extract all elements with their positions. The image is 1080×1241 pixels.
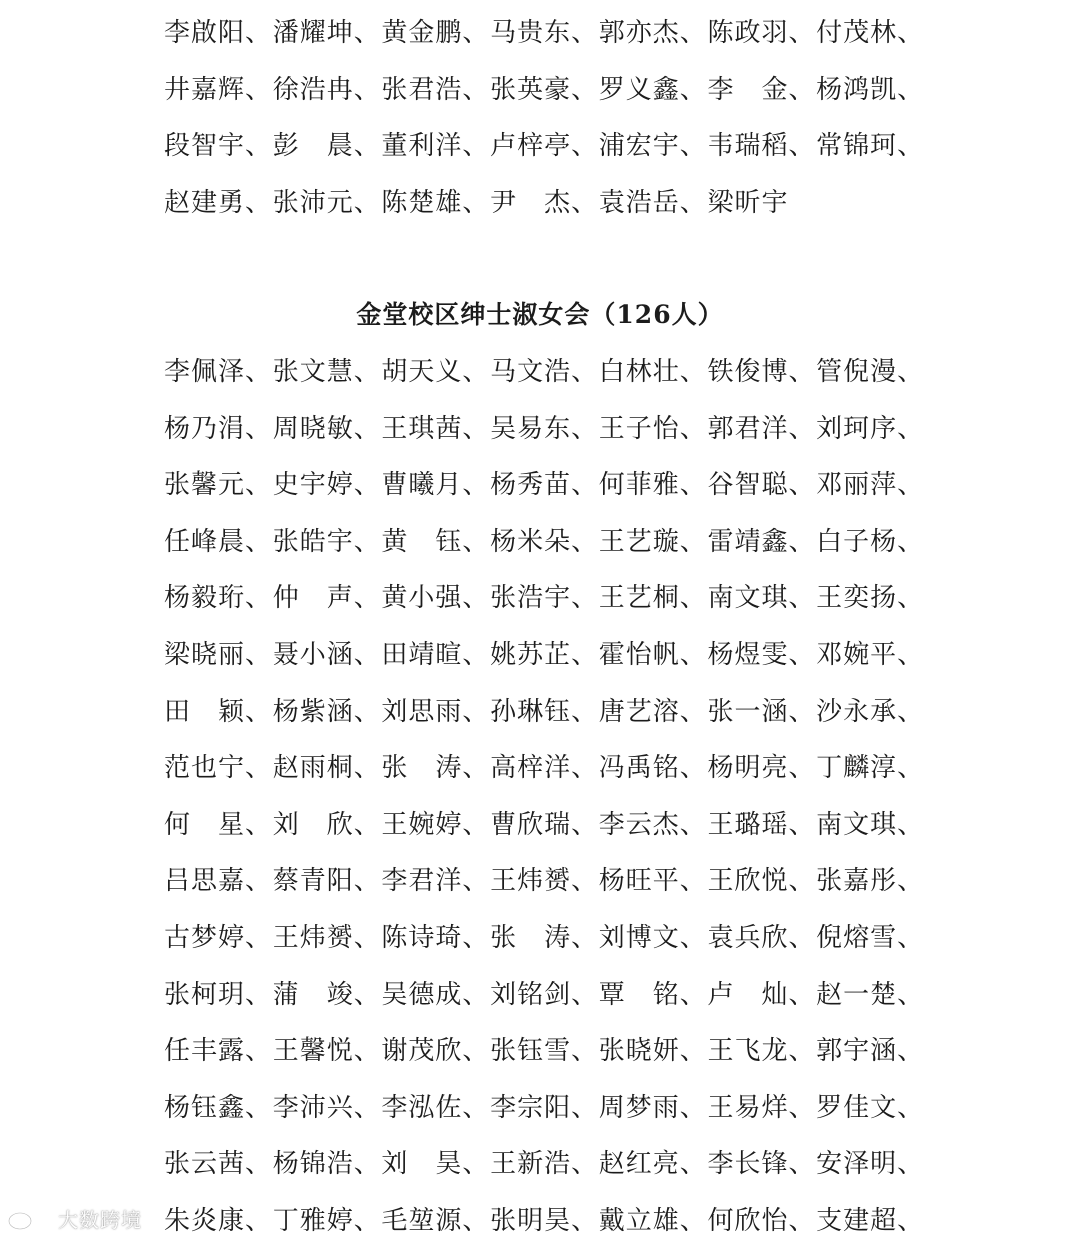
name-entry: 黄金鹏、 — [381, 18, 490, 48]
name-entry: 赵红亮、 — [598, 1149, 707, 1180]
name-entry: 李泓佐、 — [381, 1092, 490, 1123]
name-entry: 郭宇涵、 — [816, 1036, 925, 1067]
name-row — [164, 1031, 925, 1071]
name-row — [164, 975, 925, 1015]
name-entry: 张英豪、 — [490, 74, 599, 105]
name-entry: 高梓洋、 — [490, 753, 599, 784]
name-entry: 杨旺平、 — [598, 866, 707, 897]
name-entry: 韦瑞稻、 — [707, 131, 816, 161]
name-entry: 唐艺溶、 — [598, 696, 707, 727]
name-entry: 杨明亮、 — [707, 753, 816, 784]
name-entry: 曹欣瑞、 — [490, 809, 599, 840]
name-entry: 卢梓亭、 — [490, 131, 599, 161]
name-entry: 沙永承、 — [816, 696, 925, 727]
name-entry: 丁雅婷、 — [272, 1206, 381, 1236]
name-entry: 刘铭剑、 — [490, 979, 599, 1010]
name-row — [164, 465, 925, 505]
name-row — [164, 748, 925, 788]
name-entry: 袁浩岳、 — [598, 187, 707, 218]
name-entry: 徐浩冉、 — [272, 74, 381, 105]
name-entry: 倪熔雪、 — [816, 923, 925, 953]
name-entry: 王炜赟、 — [272, 923, 381, 953]
name-entry: 王飞龙、 — [707, 1036, 816, 1067]
name-entry: 姚苏芷、 — [490, 640, 599, 670]
name-entry: 吴德成、 — [381, 979, 490, 1010]
name-entry: 田 颖、 — [164, 696, 273, 727]
name-entry: 张君浩、 — [381, 74, 490, 105]
name-entry: 杨米朵、 — [490, 526, 599, 557]
name-entry: 杨鸿凯、 — [816, 74, 925, 105]
name-row — [164, 126, 925, 166]
name-entry: 雷靖鑫、 — [707, 526, 816, 557]
name-entry: 刘 昊、 — [381, 1149, 490, 1180]
name-entry: 梁昕宇 — [707, 187, 789, 218]
name-entry: 王琪茜、 — [381, 413, 490, 444]
name-entry: 王奕扬、 — [816, 583, 925, 614]
name-entry: 曹曦月、 — [381, 470, 490, 501]
name-entry: 张浩宇、 — [490, 583, 599, 614]
name-entry: 张晓妍、 — [598, 1036, 707, 1067]
name-entry: 张沛元、 — [272, 187, 381, 218]
name-row — [164, 70, 925, 110]
name-entry: 罗佳文、 — [816, 1092, 925, 1123]
name-entry: 吴易东、 — [490, 413, 599, 444]
name-row — [164, 1144, 925, 1184]
name-entry: 古梦婷、 — [164, 923, 273, 953]
name-entry: 孙琳钰、 — [490, 696, 599, 727]
name-entry: 吕思嘉、 — [164, 866, 273, 897]
name-row — [164, 352, 925, 392]
name-entry: 王艺桐、 — [598, 583, 707, 614]
name-entry: 李佩泽、 — [164, 357, 273, 387]
name-row — [164, 578, 925, 618]
name-entry: 安泽明、 — [816, 1149, 925, 1180]
name-entry: 李云杰、 — [598, 809, 707, 840]
name-entry: 赵建勇、 — [164, 187, 273, 218]
name-row — [164, 183, 816, 223]
name-entry: 黄小强、 — [381, 583, 490, 614]
name-entry: 王馨悦、 — [272, 1036, 381, 1067]
name-row — [164, 1088, 925, 1128]
name-entry: 周晓敏、 — [272, 413, 381, 444]
name-entry: 梁晓丽、 — [164, 640, 273, 670]
name-entry: 支建超、 — [816, 1206, 925, 1236]
name-entry: 白林壮、 — [598, 357, 707, 387]
name-entry: 浦宏宇、 — [598, 131, 707, 161]
name-row — [164, 692, 925, 732]
name-entry: 张文慧、 — [272, 357, 381, 387]
name-row — [164, 635, 925, 675]
name-entry: 李 金、 — [707, 74, 816, 105]
name-entry: 张嘉彤、 — [816, 866, 925, 897]
name-entry: 赵雨桐、 — [272, 753, 381, 784]
name-entry: 陈楚雄、 — [381, 187, 490, 218]
name-entry: 任丰露、 — [164, 1036, 273, 1067]
name-entry: 王新浩、 — [490, 1149, 599, 1180]
name-entry: 谢茂欣、 — [381, 1036, 490, 1067]
name-row — [164, 918, 925, 958]
name-entry: 霍怡帆、 — [598, 640, 707, 670]
name-entry: 杨毅珩、 — [164, 583, 273, 614]
name-entry: 刘珂序、 — [816, 413, 925, 444]
name-entry: 邓婉平、 — [816, 640, 925, 670]
section-heading: 金堂校区绅士淑女会（126人） — [356, 300, 724, 329]
name-entry: 张云茜、 — [164, 1149, 273, 1180]
name-entry: 南文琪、 — [816, 809, 925, 840]
weibo-logo-icon — [6, 1206, 54, 1232]
name-entry: 张 涛、 — [381, 753, 490, 784]
name-entry: 张柯玥、 — [164, 979, 273, 1010]
name-entry: 张钰雪、 — [490, 1036, 599, 1067]
name-entry: 马贵东、 — [490, 18, 599, 48]
name-entry: 谷智聪、 — [707, 470, 816, 501]
name-entry: 王易烊、 — [707, 1092, 816, 1123]
name-entry: 陈诗琦、 — [381, 923, 490, 953]
name-row — [164, 409, 925, 449]
name-row — [164, 1201, 925, 1241]
name-entry: 彭 晨、 — [272, 131, 381, 161]
name-entry: 朱炎康、 — [164, 1206, 273, 1236]
name-entry: 赵一楚、 — [816, 979, 925, 1010]
name-entry: 王婉婷、 — [381, 809, 490, 840]
name-entry: 黄 钰、 — [381, 526, 490, 557]
name-entry: 任峰晨、 — [164, 526, 273, 557]
name-entry: 管倪漫、 — [816, 357, 925, 387]
name-entry: 蔡青阳、 — [272, 866, 381, 897]
name-entry: 何欣怡、 — [707, 1206, 816, 1236]
name-entry: 何 星、 — [164, 809, 273, 840]
name-row — [164, 861, 925, 901]
name-entry: 井嘉辉、 — [164, 74, 273, 105]
name-entry: 杨锦浩、 — [272, 1149, 381, 1180]
name-entry: 罗义鑫、 — [598, 74, 707, 105]
name-entry: 杨秀苗、 — [490, 470, 599, 501]
name-entry: 王炜赟、 — [490, 866, 599, 897]
name-entry: 聂小涵、 — [272, 640, 381, 670]
name-entry: 范也宁、 — [164, 753, 273, 784]
name-entry: 卢 灿、 — [707, 979, 816, 1010]
name-entry: 何菲雅、 — [598, 470, 707, 501]
name-entry: 郭君洋、 — [707, 413, 816, 444]
name-entry: 杨紫涵、 — [272, 696, 381, 727]
name-entry: 李沛兴、 — [272, 1092, 381, 1123]
name-entry: 刘思雨、 — [381, 696, 490, 727]
name-entry: 李长锋、 — [707, 1149, 816, 1180]
name-entry: 蒲 竣、 — [272, 979, 381, 1010]
name-entry: 段智宇、 — [164, 131, 273, 161]
name-entry: 尹 杰、 — [490, 187, 599, 218]
name-entry: 付茂林、 — [816, 18, 925, 48]
name-entry: 常锦珂、 — [816, 131, 925, 161]
name-entry: 杨钰鑫、 — [164, 1092, 273, 1123]
name-entry: 南文琪、 — [707, 583, 816, 614]
name-entry: 张明昊、 — [490, 1206, 599, 1236]
name-entry: 邓丽萍、 — [816, 470, 925, 501]
name-entry: 李宗阳、 — [490, 1092, 599, 1123]
name-entry: 刘 欣、 — [272, 809, 381, 840]
name-entry: 王子怡、 — [598, 413, 707, 444]
name-entry: 张馨元、 — [164, 470, 273, 501]
name-entry: 毛堃源、 — [381, 1206, 490, 1236]
name-entry: 张 涛、 — [490, 923, 599, 953]
name-entry: 刘博文、 — [598, 923, 707, 953]
name-entry: 张一涵、 — [707, 696, 816, 727]
name-entry: 白子杨、 — [816, 526, 925, 557]
name-entry: 胡天义、 — [381, 357, 490, 387]
watermark-text: 大数跨境 — [58, 1208, 142, 1232]
name-entry: 李啟阳、 — [164, 18, 273, 48]
name-entry: 郭亦杰、 — [598, 18, 707, 48]
watermark — [6, 1204, 142, 1233]
name-entry: 田靖暄、 — [381, 640, 490, 670]
name-entry: 冯禹铭、 — [598, 753, 707, 784]
name-entry: 杨煜雯、 — [707, 640, 816, 670]
name-entry: 戴立雄、 — [598, 1206, 707, 1236]
name-entry: 袁兵欣、 — [707, 923, 816, 953]
name-entry: 张皓宇、 — [272, 526, 381, 557]
name-entry: 董利洋、 — [381, 131, 490, 161]
name-entry: 马文浩、 — [490, 357, 599, 387]
name-entry: 史宇婷、 — [272, 470, 381, 501]
name-entry: 周梦雨、 — [598, 1092, 707, 1123]
name-entry: 杨乃涓、 — [164, 413, 273, 444]
name-entry: 仲 声、 — [272, 583, 381, 614]
name-entry: 丁麟淳、 — [816, 753, 925, 784]
name-row — [164, 522, 925, 562]
name-entry: 李君洋、 — [381, 866, 490, 897]
name-entry: 王璐瑶、 — [707, 809, 816, 840]
name-entry: 覃 铭、 — [598, 979, 707, 1010]
name-row — [164, 805, 925, 845]
name-entry: 潘耀坤、 — [272, 18, 381, 48]
name-row — [164, 13, 925, 53]
name-entry: 王艺璇、 — [598, 526, 707, 557]
name-entry: 铁俊博、 — [707, 357, 816, 387]
name-entry: 陈政羽、 — [707, 18, 816, 48]
name-entry: 王欣悦、 — [707, 866, 816, 897]
